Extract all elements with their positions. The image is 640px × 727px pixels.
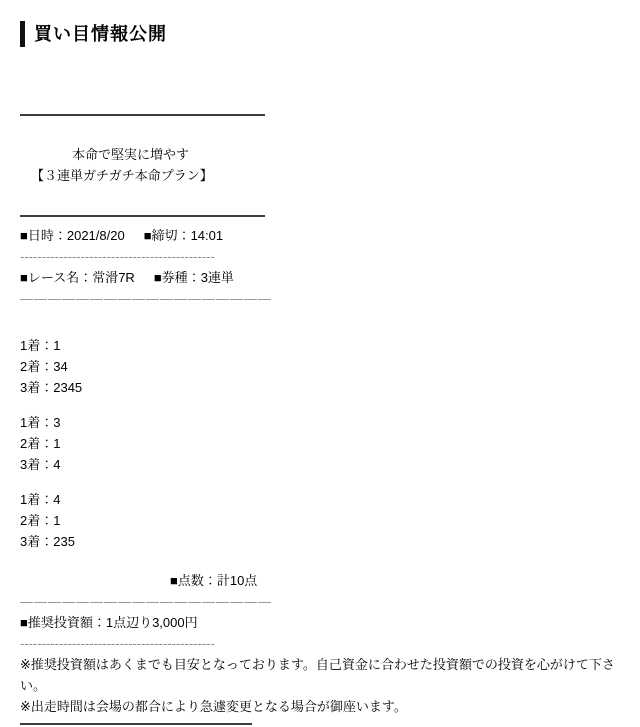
bet-group-1 (20, 335, 620, 398)
meta-deadline (144, 228, 223, 243)
note-investment-disclaimer: ※推奨投資額はあくまでも目安となっております。自己資金に合わせた投資額での投資を心がけて下さい。 (20, 657, 615, 693)
bet-list (20, 335, 620, 552)
meta-ticket (154, 270, 234, 285)
page-header (20, 20, 620, 48)
bet-row: 2着：34 (20, 359, 68, 374)
page-title: 買い目情報公開 (34, 24, 167, 44)
meta-row-datetime (20, 225, 620, 246)
race-meta (20, 225, 620, 309)
divider-solid (20, 215, 265, 217)
plan-name: 【３連単ガチガチ本命プラン】 (31, 168, 213, 183)
meta-race-value: 常滑7R (92, 270, 135, 285)
meta-ticket-label: ■券種： (153, 270, 201, 285)
points-total: ■点数：計10点 (170, 573, 258, 588)
meta-datetime-label: ■日時： (20, 228, 67, 243)
meta-ticket-value: 3連単 (200, 270, 234, 285)
plan-catchphrase: 本命で堅実に増やす (72, 147, 190, 162)
meta-race-label: ■レース名： (20, 270, 93, 285)
plan-heading (20, 144, 620, 186)
bet-row: 2着：1 (20, 436, 61, 451)
recommended-investment: ■推奨投資額：1点辺り3,000円 (20, 615, 198, 630)
bet-row: 1着：1 (20, 338, 61, 353)
divider-solid (20, 723, 252, 725)
bet-row: 3着：4 (20, 457, 61, 472)
bet-group-2 (20, 412, 620, 475)
meta-race (20, 270, 135, 285)
divider-dashed: --------------------------------------------- (20, 249, 215, 264)
bet-row: 1着：4 (20, 492, 61, 507)
bet-row: 3着：2345 (20, 380, 83, 395)
meta-datetime (20, 228, 125, 243)
title-accent-bar (20, 21, 25, 47)
bet-row: 1着：3 (20, 415, 61, 430)
meta-deadline-label: ■締切： (143, 228, 191, 243)
meta-deadline-value: 14:01 (190, 228, 224, 243)
summary (20, 570, 620, 654)
bet-row: 3着：235 (20, 534, 75, 549)
meta-row-race (20, 267, 620, 288)
divider-emdash: —————————————————— (20, 594, 272, 609)
notes (20, 654, 620, 717)
note-schedule-disclaimer: ※出走時間は会場の都合により急遽変更となる場合が御座います。 (20, 699, 407, 714)
meta-datetime-value: 2021/8/20 (66, 228, 125, 243)
bet-row: 2着：1 (20, 513, 61, 528)
divider-solid (20, 114, 265, 116)
bet-group-3 (20, 489, 620, 552)
divider-emdash: —————————————————— (20, 291, 272, 306)
divider-dashed: --------------------------------------------- (20, 636, 215, 651)
